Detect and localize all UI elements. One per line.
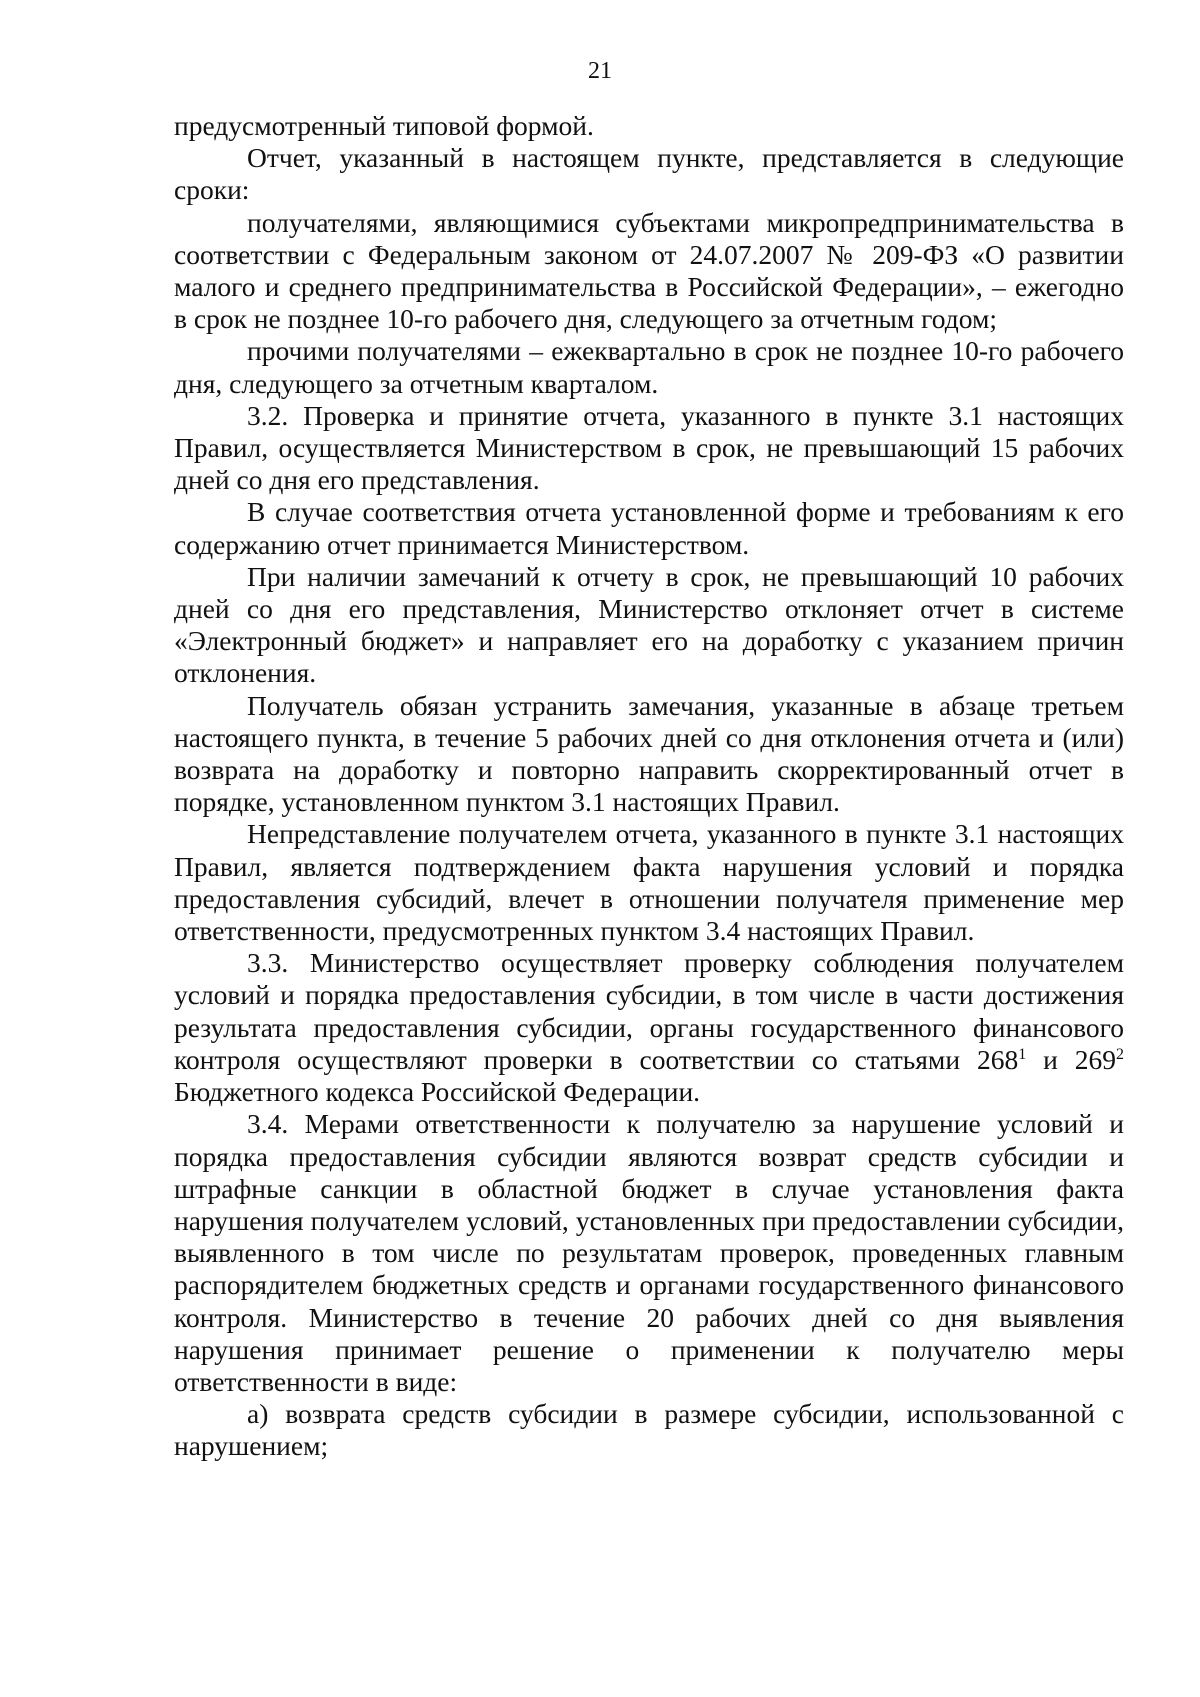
- paragraph-3-3-text-middle: и 269: [1026, 1043, 1117, 1075]
- paragraph-3-3-text-before: 3.3. Министерство осуществляет проверку соблюдения получателем условий и порядка предоставления субсидии, в том числе в части достижения результата предоставления субсидии, органы государственного финансового контроля осуществляют проверки в соответствии со статьями 268: [174, 947, 1124, 1075]
- paragraph-report-remarks: При наличии замечаний к отчету в срок, не превышающий 10 рабочих дней со дня его представления, Министерство отклоняет отчет в системе «Электронный бюджет» и направляет его на доработку с указанием причин отклонения.: [174, 560, 1124, 689]
- paragraph-other-recipients: прочими получателями – ежеквартально в срок не позднее 10-го рабочего дня, следующего за отчетным кварталом.: [174, 335, 1124, 399]
- paragraph-recipient-obligation: Получатель обязан устранить замечания, указанные в абзаце третьем настоящего пункта, в течение 5 рабочих дней со дня отклонения отчета и (или) возврата на доработку и повторно направить скорректированный отчет в порядке, установленном пунктом 3.1 настоящих Правил.: [174, 689, 1124, 818]
- document-body: [174, 110, 1124, 1463]
- superscript-268: 1: [1018, 1045, 1027, 1063]
- paragraph-3-4: 3.4. Мерами ответственности к получателю за нарушение условий и порядка предоставления субсидии являются возврат средств субсидии и штрафные санкции в областной бюджет в случае установления факта нарушения получателем условий, установленных при предоставлении субсидии, выявленного в том числе по результатам проверок, проведенных главным распорядителем бюджетных средств и органами государственного финансового контроля. Министерство в течение 20 рабочих дней со дня выявления нарушения принимает решение о применении к получателю меры ответственности в виде:: [174, 1108, 1124, 1397]
- paragraph-report-accepted: В случае соответствия отчета установленной форме и требованиям к его содержанию отчет принимается Министерством.: [174, 496, 1124, 560]
- paragraph-item-a: а) возврата средств субсидии в размере субсидии, использованной с нарушением;: [174, 1398, 1124, 1462]
- paragraph-non-submission: Непредставление получателем отчета, указанного в пункте 3.1 настоящих Правил, является подтверждением факта нарушения условий и порядка предоставления субсидий, влечет в отношении получателя применение мер ответственности, предусмотренных пунктом 3.4 настоящих Правил.: [174, 818, 1124, 947]
- superscript-269: 2: [1116, 1045, 1125, 1063]
- paragraph-continuation: предусмотренный типовой формой.: [174, 110, 594, 141]
- paragraph-3-3: [174, 947, 1124, 1108]
- paragraph-micro-business-recipients: получателями, являющимися субъектами микропредпринимательства в соответствии с Федеральным законом от 24.07.2007 № 209-ФЗ «О развитии малого и среднего предпринимательства в Российской Федерации», – ежегодно в срок не позднее 10-го рабочего дня, следующего за отчетным годом;: [174, 206, 1124, 335]
- paragraph-report-deadlines: Отчет, указанный в настоящем пункте, представляется в следующие сроки:: [174, 142, 1124, 206]
- page-number: 21: [588, 58, 612, 84]
- paragraph-3-3-text-after: Бюджетного кодекса Российской Федерации.: [174, 1076, 701, 1108]
- paragraph-3-2: 3.2. Проверка и принятие отчета, указанного в пункте 3.1 настоящих Правил, осуществляется Министерством в срок, не превышающий 15 рабочих дней со дня его представления.: [174, 399, 1124, 496]
